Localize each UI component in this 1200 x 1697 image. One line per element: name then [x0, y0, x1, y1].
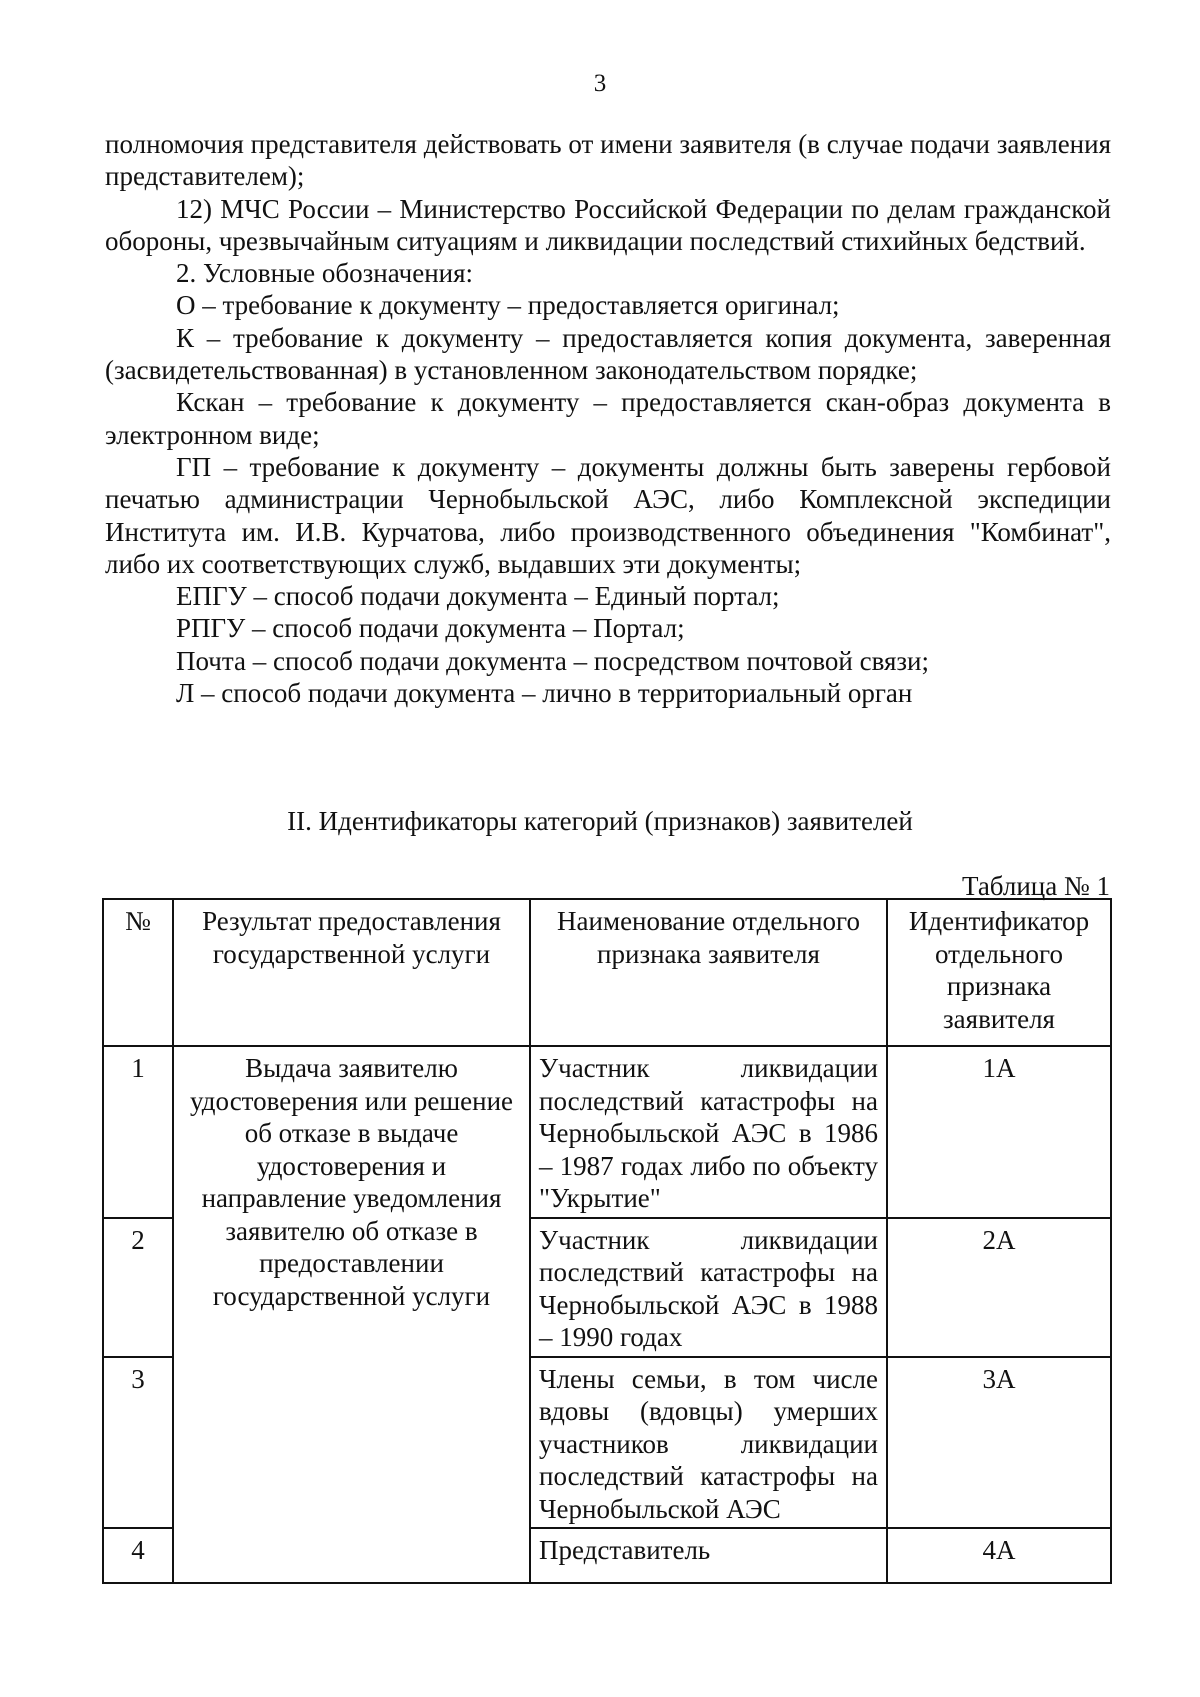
page-number: 3 [593, 70, 607, 97]
service-result: Выдача заявителю удостоверения или решение об отказе в выдаче удостоверения и направление уведомления заявителю об отказе в предоставлении государственной услуги [173, 1046, 530, 1583]
attribute-name: Представитель [530, 1528, 887, 1583]
section-heading: II. Идентификаторы категорий (признаков) заявителей [287, 806, 913, 836]
applicant-categories-table [102, 898, 1112, 1584]
row-number: 3 [103, 1357, 173, 1529]
paragraph: 2. Условные обозначения: [176, 258, 474, 289]
row-number: 1 [103, 1046, 173, 1218]
header-result: Результат предоставления государственной услуги [173, 899, 530, 1046]
table-caption: Таблица № 1 [962, 871, 1110, 901]
paragraph: Л – способ подачи документа – лично в территориальный орган [176, 678, 913, 709]
body-text [105, 128, 1111, 709]
paragraph: РПГУ – способ подачи документа – Портал; [176, 613, 685, 644]
paragraph: ЕПГУ – способ подачи документа – Единый портал; [176, 581, 780, 612]
paragraph: 12) МЧС России – Министерство Российской Федерации по делам гражданской обороны, чрезвычайным ситуациям и ликвидации последствий стихийных бедствий. [105, 193, 1111, 256]
attribute-id: 2А [887, 1218, 1111, 1357]
header-attribute-id: Идентификатор отдельного признака заявителя [887, 899, 1111, 1046]
table-row [103, 1046, 1111, 1218]
header-attribute-name: Наименование отдельного признака заявителя [530, 899, 887, 1046]
attribute-name: Участник ликвидации последствий катастрофы на Чернобыльской АЭС в 1988 – 1990 годах [530, 1218, 887, 1357]
table-header-row [103, 899, 1111, 1046]
attribute-name: Члены семьи, в том числе вдовы (вдовцы) умерших участников ликвидации последствий катастрофы на Чернобыльской АЭС [530, 1357, 887, 1529]
paragraph: Почта – способ подачи документа – посредством почтовой связи; [176, 645, 929, 676]
attribute-id: 4А [887, 1528, 1111, 1583]
attribute-id: 3А [887, 1357, 1111, 1529]
attribute-name: Участник ликвидации последствий катастрофы на Чернобыльской АЭС в 1986 – 1987 годах либо по объекту "Укрытие" [530, 1046, 887, 1218]
paragraph: К – требование к документу – предоставляется копия документа, заверенная (засвидетельствованная) в установленном законодательством порядке; [105, 322, 1111, 386]
paragraph: О – требование к документу – предоставляется оригинал; [176, 290, 840, 321]
row-number: 4 [103, 1528, 173, 1583]
attribute-id: 1А [887, 1046, 1111, 1218]
paragraph: Кскан – требование к документу – предоставляется скан-образ документа в электронном виде; [105, 387, 1111, 450]
paragraph: ГП – требование к документу – документы должны быть заверены гербовой печатью администрации Чернобыльской АЭС, либо Комплексной экспедиции Института им. И.В. Курчатова, либо производственного объединения "Комбинат", либо их соответствующих служб, выдавших эти документы; [105, 451, 1111, 579]
header-number: № [103, 899, 173, 1046]
paragraph: полномочия представителя действовать от имени заявителя (в случае подачи заявления представителем); [105, 129, 1111, 192]
row-number: 2 [103, 1218, 173, 1357]
